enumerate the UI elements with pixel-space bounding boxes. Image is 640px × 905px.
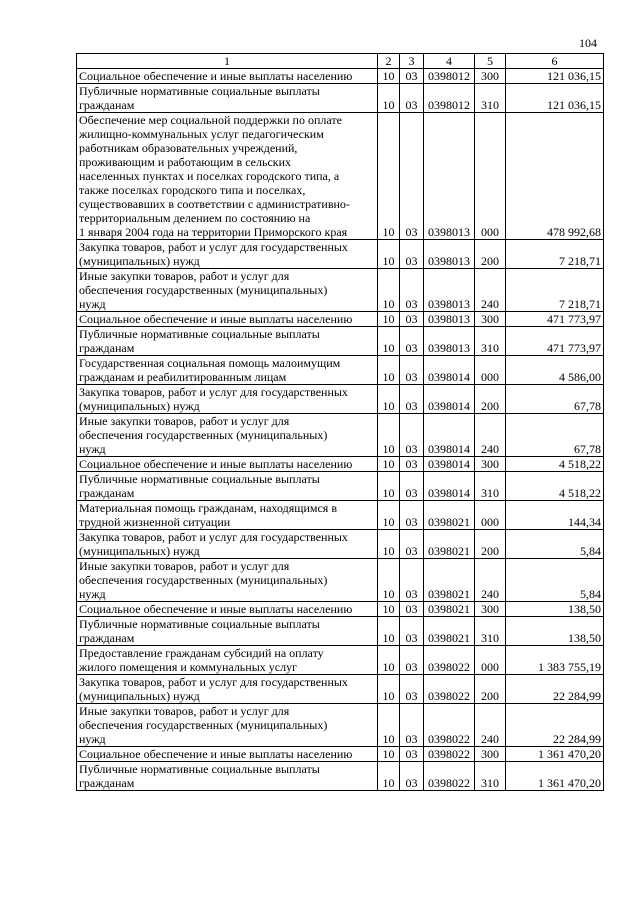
row-section-cell: 10 (378, 472, 400, 501)
row-section-cell: 10 (378, 617, 400, 646)
table-header-row (77, 54, 604, 69)
row-expense-type-cell: 000 (475, 646, 506, 675)
row-subsection-cell: 03 (400, 704, 424, 747)
row-target-article-cell: 0398022 (424, 675, 475, 704)
row-subsection-cell: 03 (400, 472, 424, 501)
row-name-cell: Публичные нормативные социальные выплаты гражданам (77, 84, 378, 113)
table-row (77, 617, 604, 646)
row-section-cell: 10 (378, 501, 400, 530)
table-row (77, 84, 604, 113)
row-amount-cell: 121 036,15 (506, 84, 604, 113)
row-subsection-cell: 03 (400, 646, 424, 675)
row-target-article-cell: 0398014 (424, 414, 475, 457)
row-expense-type-cell: 300 (475, 312, 506, 327)
header-col-3: 3 (400, 54, 424, 69)
row-section-cell: 10 (378, 704, 400, 747)
row-expense-type-cell: 240 (475, 559, 506, 602)
row-target-article-cell: 0398014 (424, 356, 475, 385)
row-subsection-cell: 03 (400, 747, 424, 762)
row-amount-cell: 4 518,22 (506, 457, 604, 472)
row-target-article-cell: 0398013 (424, 269, 475, 312)
table-row (77, 762, 604, 791)
row-amount-cell: 121 036,15 (506, 69, 604, 84)
header-col-4: 4 (424, 54, 475, 69)
table-row (77, 312, 604, 327)
row-expense-type-cell: 200 (475, 675, 506, 704)
row-section-cell: 10 (378, 84, 400, 113)
row-subsection-cell: 03 (400, 501, 424, 530)
row-expense-type-cell: 300 (475, 602, 506, 617)
row-target-article-cell: 0398014 (424, 472, 475, 501)
row-name-cell: Публичные нормативные социальные выплаты гражданам (77, 617, 378, 646)
table-row (77, 113, 604, 240)
row-amount-cell: 67,78 (506, 385, 604, 414)
row-subsection-cell: 03 (400, 559, 424, 602)
row-name-cell: Материальная помощь гражданам, находящимся в трудной жизненной ситуации (77, 501, 378, 530)
table-row (77, 69, 604, 84)
row-target-article-cell: 0398021 (424, 602, 475, 617)
row-amount-cell: 138,50 (506, 602, 604, 617)
row-subsection-cell: 03 (400, 617, 424, 646)
row-name-cell: Социальное обеспечение и иные выплаты населению (77, 312, 378, 327)
row-section-cell: 10 (378, 530, 400, 559)
row-target-article-cell: 0398021 (424, 501, 475, 530)
row-name-cell: Публичные нормативные социальные выплаты гражданам (77, 327, 378, 356)
row-name-cell: Иные закупки товаров, работ и услуг для обеспечения государственных (муниципальных) нужд (77, 414, 378, 457)
row-amount-cell: 4 518,22 (506, 472, 604, 501)
row-subsection-cell: 03 (400, 457, 424, 472)
row-section-cell: 10 (378, 327, 400, 356)
row-section-cell: 10 (378, 747, 400, 762)
row-expense-type-cell: 300 (475, 747, 506, 762)
row-expense-type-cell: 300 (475, 457, 506, 472)
header-col-1: 1 (77, 54, 378, 69)
row-section-cell: 10 (378, 356, 400, 385)
table-row (77, 269, 604, 312)
row-subsection-cell: 03 (400, 414, 424, 457)
table-row (77, 414, 604, 457)
table-row (77, 704, 604, 747)
row-expense-type-cell: 000 (475, 356, 506, 385)
row-target-article-cell: 0398022 (424, 704, 475, 747)
row-expense-type-cell: 240 (475, 414, 506, 457)
table-row (77, 356, 604, 385)
row-expense-type-cell: 310 (475, 617, 506, 646)
header-col-5: 5 (475, 54, 506, 69)
row-amount-cell: 1 361 470,20 (506, 747, 604, 762)
table-row (77, 602, 604, 617)
row-expense-type-cell: 310 (475, 84, 506, 113)
row-name-cell: Иные закупки товаров, работ и услуг для обеспечения государственных (муниципальных) нужд (77, 559, 378, 602)
row-name-cell: Закупка товаров, работ и услуг для государственных (муниципальных) нужд (77, 385, 378, 414)
table-row (77, 385, 604, 414)
table-row (77, 675, 604, 704)
row-target-article-cell: 0398014 (424, 385, 475, 414)
row-amount-cell: 1 383 755,19 (506, 646, 604, 675)
row-expense-type-cell: 200 (475, 240, 506, 269)
row-section-cell: 10 (378, 602, 400, 617)
row-target-article-cell: 0398012 (424, 69, 475, 84)
row-target-article-cell: 0398014 (424, 457, 475, 472)
row-target-article-cell: 0398013 (424, 113, 475, 240)
table-body (77, 69, 604, 791)
row-expense-type-cell: 300 (475, 69, 506, 84)
row-subsection-cell: 03 (400, 69, 424, 84)
row-expense-type-cell: 310 (475, 472, 506, 501)
row-target-article-cell: 0398021 (424, 530, 475, 559)
page-number: 104 (579, 36, 597, 50)
row-section-cell: 10 (378, 69, 400, 84)
row-subsection-cell: 03 (400, 762, 424, 791)
row-name-cell: Государственная социальная помощь малоимущим гражданам и реабилитированным лицам (77, 356, 378, 385)
row-name-cell: Социальное обеспечение и иные выплаты населению (77, 69, 378, 84)
row-section-cell: 10 (378, 113, 400, 240)
table-row (77, 530, 604, 559)
row-amount-cell: 5,84 (506, 559, 604, 602)
row-subsection-cell: 03 (400, 269, 424, 312)
row-target-article-cell: 0398013 (424, 240, 475, 269)
row-subsection-cell: 03 (400, 530, 424, 559)
row-amount-cell: 144,34 (506, 501, 604, 530)
row-section-cell: 10 (378, 762, 400, 791)
row-name-cell: Закупка товаров, работ и услуг для государственных (муниципальных) нужд (77, 240, 378, 269)
row-amount-cell: 471 773,97 (506, 312, 604, 327)
row-name-cell: Предоставление гражданам субсидий на оплату жилого помещения и коммунальных услуг (77, 646, 378, 675)
table-row (77, 747, 604, 762)
row-expense-type-cell: 310 (475, 762, 506, 791)
row-name-cell: Иные закупки товаров, работ и услуг для обеспечения государственных (муниципальных) нужд (77, 269, 378, 312)
row-expense-type-cell: 000 (475, 501, 506, 530)
row-subsection-cell: 03 (400, 240, 424, 269)
row-subsection-cell: 03 (400, 312, 424, 327)
row-amount-cell: 471 773,97 (506, 327, 604, 356)
row-section-cell: 10 (378, 646, 400, 675)
row-subsection-cell: 03 (400, 84, 424, 113)
table-row (77, 472, 604, 501)
header-col-2: 2 (378, 54, 400, 69)
row-expense-type-cell: 240 (475, 269, 506, 312)
row-target-article-cell: 0398021 (424, 617, 475, 646)
row-amount-cell: 7 218,71 (506, 240, 604, 269)
row-name-cell: Публичные нормативные социальные выплаты гражданам (77, 762, 378, 791)
row-target-article-cell: 0398022 (424, 646, 475, 675)
row-target-article-cell: 0398021 (424, 559, 475, 602)
row-amount-cell: 67,78 (506, 414, 604, 457)
row-amount-cell: 5,84 (506, 530, 604, 559)
row-subsection-cell: 03 (400, 327, 424, 356)
row-target-article-cell: 0398022 (424, 747, 475, 762)
table-row (77, 501, 604, 530)
table-row (77, 240, 604, 269)
row-name-cell: Социальное обеспечение и иные выплаты населению (77, 602, 378, 617)
row-amount-cell: 4 586,00 (506, 356, 604, 385)
row-amount-cell: 22 284,99 (506, 704, 604, 747)
table-row (77, 457, 604, 472)
row-amount-cell: 478 992,68 (506, 113, 604, 240)
row-section-cell: 10 (378, 240, 400, 269)
row-section-cell: 10 (378, 269, 400, 312)
row-expense-type-cell: 310 (475, 327, 506, 356)
row-amount-cell: 22 284,99 (506, 675, 604, 704)
row-section-cell: 10 (378, 457, 400, 472)
header-col-6: 6 (506, 54, 604, 69)
row-target-article-cell: 0398022 (424, 762, 475, 791)
row-section-cell: 10 (378, 385, 400, 414)
row-expense-type-cell: 200 (475, 530, 506, 559)
budget-table (76, 53, 604, 791)
row-expense-type-cell: 240 (475, 704, 506, 747)
row-section-cell: 10 (378, 559, 400, 602)
row-subsection-cell: 03 (400, 356, 424, 385)
row-amount-cell: 138,50 (506, 617, 604, 646)
row-name-cell: Закупка товаров, работ и услуг для государственных (муниципальных) нужд (77, 675, 378, 704)
row-name-cell: Обеспечение мер социальной поддержки по оплате жилищно-коммунальных услуг педагогическим работникам образовательных учреждений, проживающим и работающим в сельских населенных пунктах и поселках городского типа, а также поселках городского типа и поселках, существовавших в соответствии с административно- территориальным делением по состоянию на 1 января 2004 года на территории Приморского края (77, 113, 378, 240)
row-amount-cell: 1 361 470,20 (506, 762, 604, 791)
row-expense-type-cell: 000 (475, 113, 506, 240)
row-name-cell: Иные закупки товаров, работ и услуг для обеспечения государственных (муниципальных) нужд (77, 704, 378, 747)
row-section-cell: 10 (378, 414, 400, 457)
row-name-cell: Социальное обеспечение и иные выплаты населению (77, 747, 378, 762)
row-target-article-cell: 0398013 (424, 312, 475, 327)
row-name-cell: Публичные нормативные социальные выплаты гражданам (77, 472, 378, 501)
row-target-article-cell: 0398013 (424, 327, 475, 356)
row-name-cell: Закупка товаров, работ и услуг для государственных (муниципальных) нужд (77, 530, 378, 559)
row-section-cell: 10 (378, 312, 400, 327)
row-subsection-cell: 03 (400, 602, 424, 617)
row-section-cell: 10 (378, 675, 400, 704)
row-subsection-cell: 03 (400, 385, 424, 414)
row-expense-type-cell: 200 (475, 385, 506, 414)
row-subsection-cell: 03 (400, 675, 424, 704)
row-subsection-cell: 03 (400, 113, 424, 240)
row-target-article-cell: 0398012 (424, 84, 475, 113)
table-row (77, 327, 604, 356)
table-row (77, 559, 604, 602)
table-row (77, 646, 604, 675)
row-name-cell: Социальное обеспечение и иные выплаты населению (77, 457, 378, 472)
row-amount-cell: 7 218,71 (506, 269, 604, 312)
